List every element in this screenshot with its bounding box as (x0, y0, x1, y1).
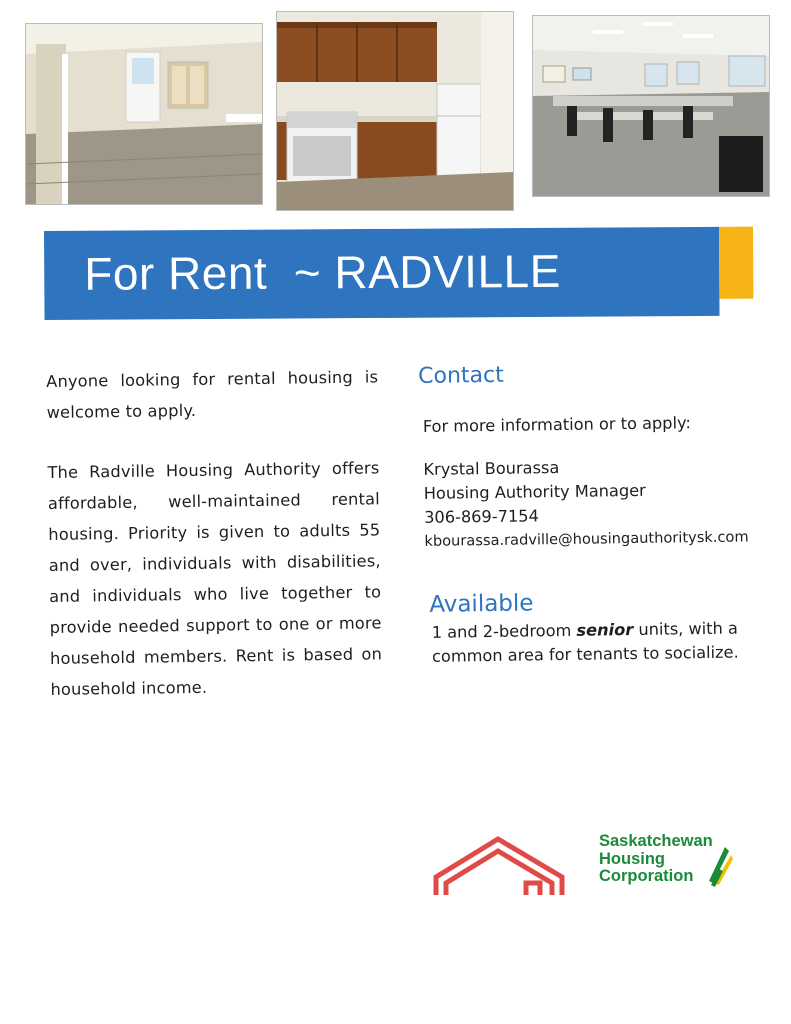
contact-heading: Contact (418, 362, 504, 389)
contact-phone[interactable]: 306-869-7154 (424, 506, 539, 527)
contact-email[interactable]: kbourassa.radville@housingauthoritysk.com (424, 528, 749, 550)
intro-paragraph-2: The Radville Housing Authority offers affordable, well-maintained rental housing. Priority is given to adults 55 and over, individuals with disabilities, and individuals who live together to provide needed support to one or more household members. Rent is based on household income. (47, 458, 383, 699)
intro-paragraph-1: Anyone looking for rental housing is welcome to apply. (46, 367, 379, 422)
photo-empty-room (26, 24, 262, 204)
shc-logo-line-1: Saskatchewan (599, 832, 713, 850)
contact-intro: For more information or to apply: (422, 413, 691, 436)
available-text-start: 1 and 2-bedroom (431, 620, 577, 642)
shc-logo-text (599, 833, 713, 886)
available-text-emphasis: senior (576, 620, 634, 640)
banner-yellow-accent (719, 227, 753, 299)
contact-title: Housing Authority Manager (423, 480, 646, 503)
contact-name: Krystal Bourassa (423, 458, 560, 479)
contact-column (418, 359, 772, 669)
available-heading: Available (429, 590, 534, 618)
page-title: For Rent ~ RADVILLE (84, 244, 562, 300)
shc-logo (599, 833, 744, 891)
photo-kitchen (277, 12, 513, 210)
intro-column (46, 361, 383, 734)
wheat-mark-icon (705, 847, 733, 887)
contact-details (423, 453, 770, 554)
house-logo-icon (430, 833, 568, 897)
available-text (432, 616, 773, 669)
available-text-end: units, with a common area for tenants to socialize. (431, 618, 739, 666)
shc-logo-line-3: Corporation (599, 867, 694, 885)
title-banner (44, 227, 754, 320)
shc-logo-line-2: Housing (599, 849, 665, 868)
photo-common-area (533, 16, 769, 196)
